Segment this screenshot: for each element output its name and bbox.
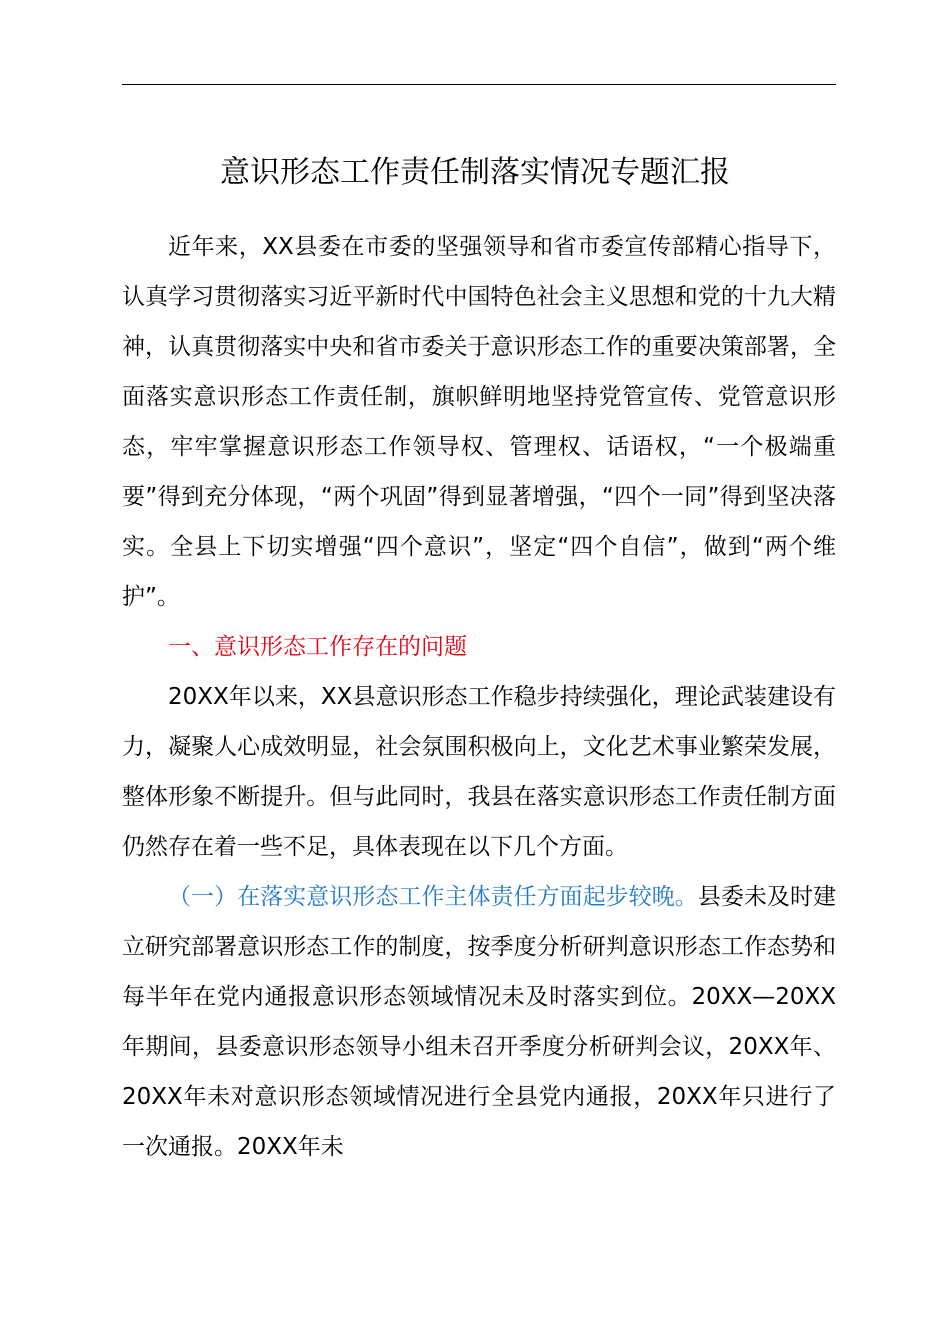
point1-body: 县委未及时建立研究部署意识形态工作的制度，按季度分析研判意识形态工作态势和每半年在党内通报意识形态领域情况未及时落实到位。20XX—20XX年期间，县委意识形态领导小组未召开季度分析研判会议，20XX年、20XX年未对意识形态领域情况进行全县党内通报，20XX年只进行了一次通报。20XX年未 (122, 884, 837, 1160)
header-rule (122, 84, 836, 85)
section1-paragraph: 20XX年以来，XX县意识形态工作稳步持续强化，理论武装建设有力，凝聚人心成效明显，社会氛围积极向上，文化艺术事业繁荣发展，整体形象不断提升。但与此同时，我县在落实意识形态工作责任制方面仍然存在着一些不足，具体表现在以下几个方面。 (122, 684, 836, 860)
section-heading-1: 一、意识形态工作存在的问题 (168, 634, 467, 660)
document-title: 意识形态工作责任制落实情况专题汇报 (220, 155, 730, 190)
document-body (122, 222, 836, 1172)
point1-lead: （一）在落实意识形态工作主体责任方面起步较晚。 (168, 884, 698, 910)
intro-paragraph: 近年来，XX县委在市委的坚强领导和省市委宣传部精心指导下，认真学习贯彻落实习近平新时代中国特色社会主义思想和党的十九大精神，认真贯彻落实中央和省市委关于意识形态工作的重要决策部署，全面落实意识形态工作责任制，旗帜鲜明地坚持党管宣传、党管意识形态，牢牢掌握意识形态工作领导权、管理权、话语权，“一个极端重要”得到充分体现，“两个巩固”得到显著增强，“四个一同”得到坚决落实。全县上下切实增强“四个意识”，坚定“四个自信”，做到“两个维护”。 (122, 234, 836, 610)
point1-paragraph (122, 872, 836, 1172)
